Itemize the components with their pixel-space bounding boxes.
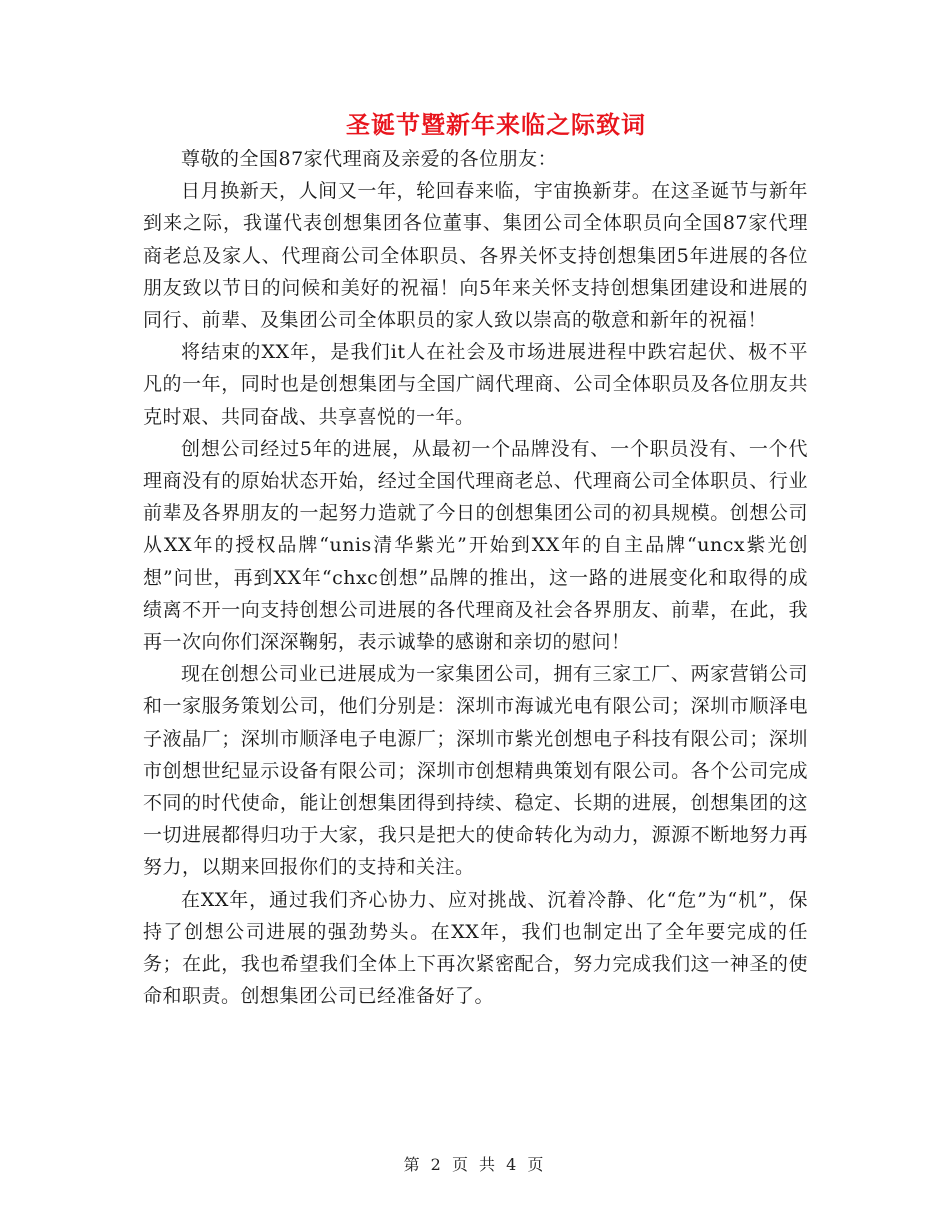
body-paragraph: 在XX年，通过我们齐心协力、应对挑战、沉着冷静、化“危”为“机”，保持了创想公司进展的强劲势头。在XX年，我们也制定出了全年要完成的任务；在此，我也希望我们全体上下再次紧密配合，努力完成我们这一神圣的使命和职责。创想集团公司已经准备好了。	[143, 888, 808, 1008]
body-paragraph: 将结束的XX年，是我们it人在社会及市场进展进程中跌宕起伏、极不平凡的一年，同时也是创想集团与全国广阔代理商、公司全体职员及各位朋友共克时艰、共同奋战、共享喜悦的一年。	[143, 341, 808, 428]
body-paragraph: 创想公司经过5年的进展，从最初一个品牌没有、一个职员没有、一个代理商没有的原始状态开始，经过全国代理商老总、代理商公司全体职员、行业前辈及各界朋友的一起努力造就了今日的创想集团公司的初具规模。创想公司从XX年的授权品牌“unis清华紫光”开始到XX年的自主品牌“uncx紫光创想”问世，再到XX年“chxc创想”品牌的推出，这一路的进展变化和取得的成绩离不开一向支持创想公司进展的各代理商及社会各界朋友、前辈，在此，我再一次向你们深深鞠躬，表示诚挚的感谢和亲切的慰问！	[143, 437, 808, 654]
page-footer: 第 2 页 共 4 页	[403, 1155, 547, 1174]
document-body	[143, 143, 808, 1012]
greeting-paragraph: 尊敬的全国87家代理商及亲爱的各位朋友：	[181, 148, 558, 170]
body-paragraph: 日月换新天，人间又一年，轮回春来临，宇宙换新芽。在这圣诞节与新年到来之际，我谨代表创想集团各位董事、集团公司全体职员向全国87家代理商老总及家人、代理商公司全体职员、各界关怀支持创想集团5年进展的各位朋友致以节日的问候和美好的祝福！向5年来关怀支持创想集团建设和进展的同行、前辈、及集团公司全体职员的家人致以崇高的敬意和新年的祝福！	[143, 180, 808, 332]
document-title: 圣诞节暨新年来临之际致词	[346, 110, 646, 139]
body-paragraph: 现在创想公司业已进展成为一家集团公司，拥有三家工厂、两家营销公司和一家服务策划公司，他们分别是：深圳市海诚光电有限公司；深圳市顺泽电子液晶厂；深圳市顺泽电子电源厂；深圳市紫光创想电子科技有限公司；深圳市创想世纪显示设备有限公司；深圳市创想精典策划有限公司。各个公司完成不同的时代使命，能让创想集团得到持续、稳定、长期的进展，创想集团的这一切进展都得归功于大家，我只是把大的使命转化为动力，源源不断地努力再努力，以期来回报你们的支持和关注。	[143, 663, 808, 879]
